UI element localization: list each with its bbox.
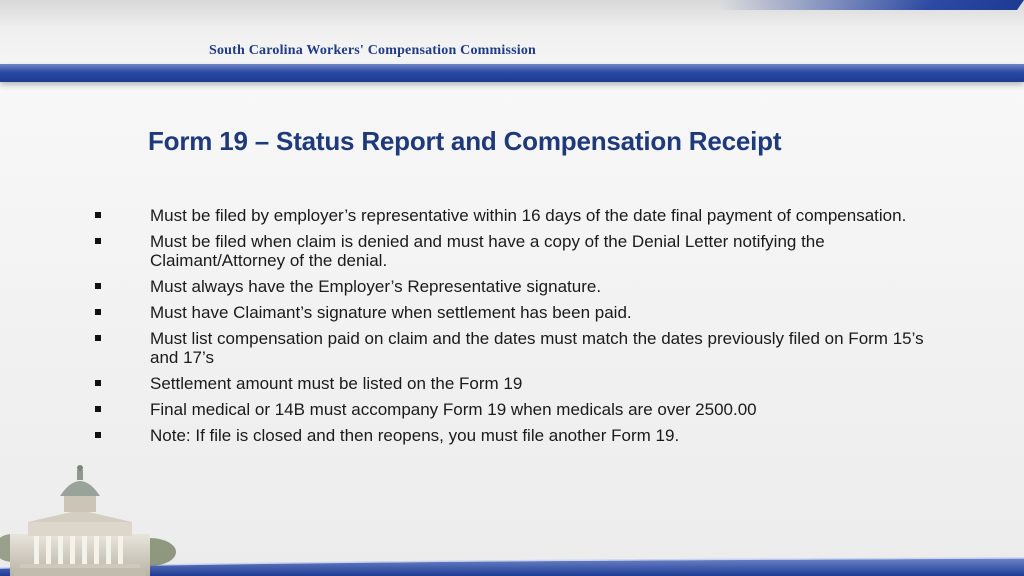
list-item — [95, 206, 945, 225]
list-item — [95, 329, 945, 367]
bullet-text: Must list compensation paid on claim and the dates must match the dates previously filed on Form 15’s and 17’s — [150, 329, 924, 367]
bullet-text: Final medical or 14B must accompany Form 19 when medicals are over 2500.00 — [150, 400, 757, 419]
square-bullet-icon — [95, 238, 101, 244]
bullet-text: Must be filed by employer’s representative within 16 days of the date final payment of compensation. — [150, 206, 907, 225]
organization-title: South Carolina Workers' Compensation Commission — [209, 43, 537, 58]
square-bullet-icon — [95, 406, 101, 412]
header-accent-strip — [717, 0, 1024, 10]
bullet-text: Settlement amount must be listed on the Form 19 — [150, 374, 523, 393]
list-item — [95, 426, 945, 445]
square-bullet-icon — [95, 309, 101, 315]
list-item — [95, 400, 945, 419]
bullet-text: Must have Claimant’s signature when settlement has been paid. — [150, 303, 632, 322]
square-bullet-icon — [95, 380, 101, 386]
square-bullet-icon — [95, 335, 101, 341]
header-background — [0, 0, 1024, 70]
list-item — [95, 277, 945, 296]
header-blue-band — [0, 64, 1024, 82]
slide-title: Form 19 – Status Report and Compensation Receipt — [148, 126, 782, 156]
square-bullet-icon — [95, 283, 101, 289]
square-bullet-icon — [95, 212, 101, 218]
bullet-text: Must always have the Employer’s Representative signature. — [150, 277, 602, 296]
list-item — [95, 374, 945, 393]
bullet-text: Must be filed when claim is denied and must have a copy of the Denial Letter notifying the Claimant/Attorney of the denial. — [150, 232, 825, 270]
list-item — [95, 232, 945, 270]
square-bullet-icon — [95, 432, 101, 438]
bullet-list — [95, 206, 945, 452]
bullet-text: Note: If file is closed and then reopens, you must file another Form 19. — [150, 426, 680, 445]
state-house-icon — [0, 456, 180, 576]
list-item — [95, 303, 945, 322]
